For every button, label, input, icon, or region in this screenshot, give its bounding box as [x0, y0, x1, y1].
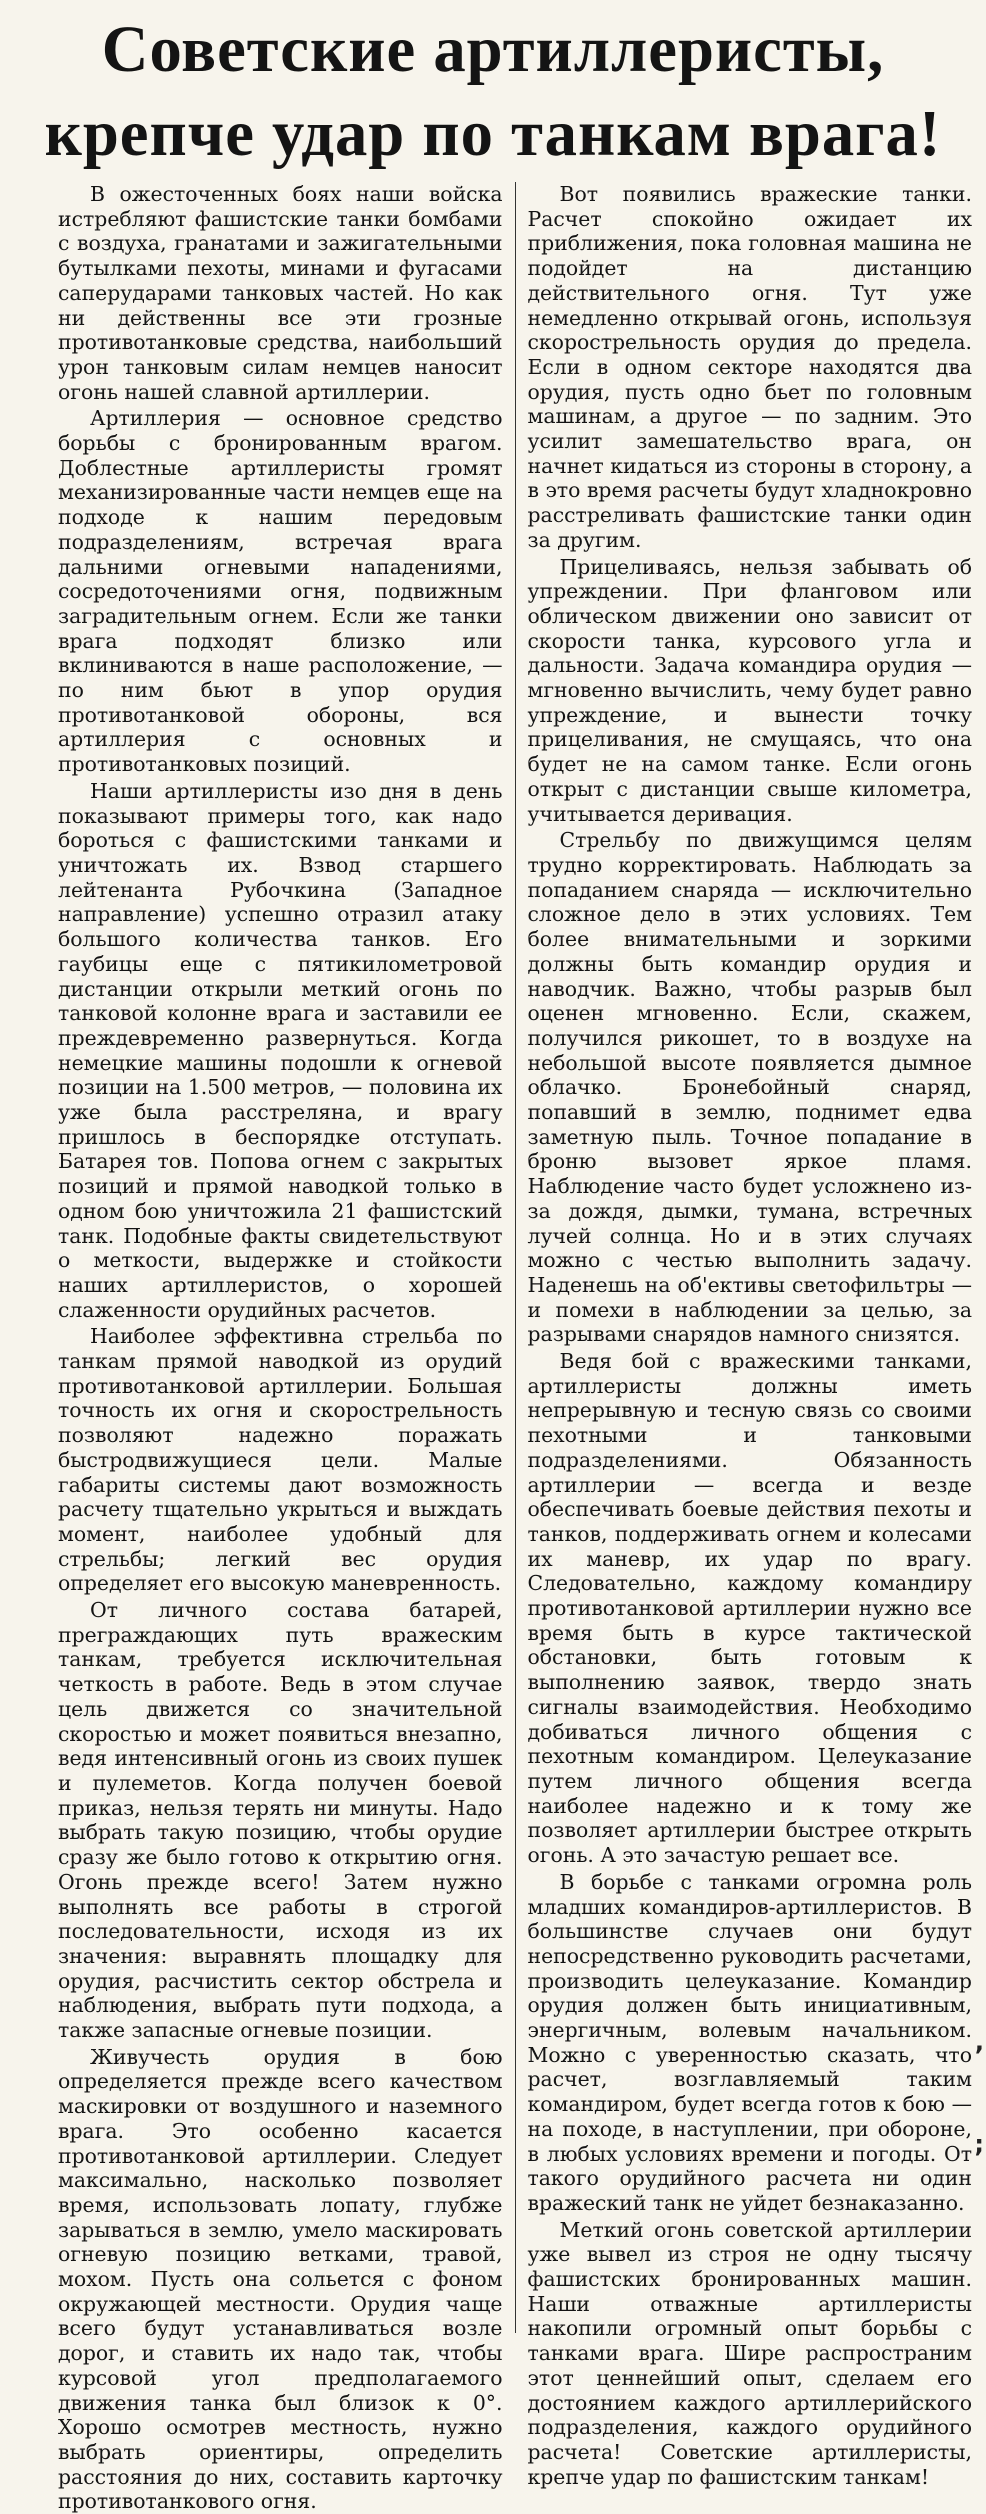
right-column	[515, 182, 973, 2489]
paragraph: Меткий огонь советской артиллерии уже вывел из строя не одну тысячу фашистских бронированных машин. Наши отважные артиллеристы накопили огромный опыт борьбы с танками врага. Шире распространим этот ценнейший опыт, сделаем его достоянием каждого артиллерийского подразделения, каждого орудийного расчета! Советские артиллеристы, крепче удар по фашистским танкам!	[527, 2217, 972, 2489]
margin-mark: ;	[974, 2130, 984, 2158]
paragraph: В борьбе с танками огромна роль младших командиров-артиллеристов. В большинстве случаев они будут непосредственно руководить расчетами, производить целеуказание. Командир орудия должен быть инициативным, энергичным, волевым начальником. Можно с уверенностью сказать, что расчет, возглавляемый таким командиром, будет всегда готов к бою — на походе, в наступлении, при обороне, в любых условиях времени и погоды. От такого орудийного расчета ни один вражеский танк не уйдет безнаказанно.	[527, 1869, 972, 2215]
paragraph: Прицеливаясь, нельзя забывать об упреждении. При фланговом или облическом движении оно зависит от скорости танка, курсового угла и дальности. Задача командира орудия — мгновенно вычислить, чему будет равно упреждение, и вынести точку прицеливания, не смущаясь, что она будет не на самом танке. Если огонь открыт с дистанции свыше километра, учитывается деривация.	[527, 554, 972, 826]
paragraph: Наиболее эффективна стрельба по танкам прямой наводкой из орудий противотанковой артиллерии. Большая точность их огня и скорострельность позволяют надежно поражать быстродвижущиеся цели. Малые габариты системы дают возможность расчету тщательно укрыться и выждать момент, наиболее удобный для стрельбы; легкий вес орудия определяет его высокую маневренность.	[58, 1324, 503, 1596]
article-body	[58, 182, 972, 2514]
paragraph: От личного состава батарей, преграждающих путь вражеским танкам, требуется исключительная четкость в работе. Ведь в этом случае цель движется со значительной скоростью и может появиться внезапно, ведя интенсивный огонь из своих пушек и пулеметов. Когда получен боевой приказ, нельзя терять ни минуты. Надо выбрать такую позицию, чтобы орудие сразу же было готово к открытию огня. Огонь прежде всего! Затем нужно выполнять все работы в строгой последовательности, исходя из их значения: выравнять площадку для орудия, расчистить сектор обстрела и наблюдения, выбрать пути подхода, а также запасные огневые позиции.	[58, 1598, 503, 2043]
paragraph: Артиллерия — основное средство борьбы с бронированным врагом. Доблестные артиллеристы громят механизированные части немцев еще на подходе к нашим передовым подразделениям, встречая врага дальними огневыми нападениями, сосредоточениями огня, подвижным заградительным огнем. Если же танки врага подходят близко или вклиниваются в наше расположение, — по ним бьют в упор орудия противотанковой обороны, вся артиллерия с основных и противотанковых позиций.	[58, 406, 503, 777]
left-column	[58, 182, 515, 2514]
paragraph: Наши артиллеристы изо дня в день показывают примеры того, как надо бороться с фашистскими танками и уничтожать их. Взвод старшего лейтенанта Рубочкина (Западное направление) успешно отразил атаку большого количества танков. Его гаубицы еще с пятикилометровой дистанции открыли меткий огонь по танковой колонне врага и заставили ее преждевременно развернуться. Когда немецкие машины подошли к огневой позиции на 1.500 метров, — половина их уже была расстреляна, и врагу пришлось в беспорядке отступать. Батарея тов. Попова огнем с закрытых позиций и прямой наводкой только в одном бою уничтожила 21 фашистский танк. Подобные факты свидетельствуют о меткости, выдержке и стойкости наших артиллеристов, о хорошей слаженности орудийных расчетов.	[58, 778, 503, 1322]
headline-line-2: крепче удар по танкам врага!	[44, 97, 942, 170]
paragraph: Стрельбу по движущимся целям трудно корректировать. Наблюдать за попаданием снаряда — исключительно сложное дело в этих условиях. Тем более внимательными и зоркими должны быть командир орудия и наводчик. Важно, чтобы разрыв был оценен мгновенно. Если, скажем, получился рикошет, то в воздухе на небольшой высоте появляется дымное облачко. Бронебойный снаряд, попавший в землю, поднимет едва заметную пыль. Точное попадание в броню вызовет яркое пламя. Наблюдение часто будет усложнено из-за дождя, дымки, тумана, встречных лучей солнца. Но и в этих случаях можно с честью выполнить задачу. Наденешь на об'ективы светофильтры — и помехи в наблюдении за целью, за разрывами снарядов намного снизятся.	[527, 828, 972, 1347]
paragraph: Ведя бой с вражескими танками, артиллеристы должны иметь непрерывную и тесную связь со своими пехотными и танковыми подразделениями. Обязанность артиллерии — всегда и везде обеспечивать боевые действия пехоты и танков, поддерживать огнем и колесами их маневр, их удар по врагу. Следовательно, каждому командиру противотанковой артиллерии нужно все время быть в курсе тактической обстановки, быть готовым к выполнению заявок, твердо знать сигналы взаимодействия. Необходимо добиваться личного общения с пехотным командиром. Целеуказание путем личного общения всегда наиболее надежно и к тому же позволяет артиллерии быстрее открыть огонь. А это зачастую решает все.	[527, 1349, 972, 1868]
headline-line-1: Советские артиллеристы,	[101, 13, 885, 86]
headline	[10, 0, 976, 176]
paragraph: Живучесть орудия в бою определяется прежде всего качеством маскировки от воздушного и наземного врага. Это особенно касается противотанковой артиллерии. Следует максимально, насколько позволяет время, использовать лопату, глубже зарываться в землю, умело маскировать огневую позицию ветками, травой, мохом. Пусть она сольется с фоном окружающей местности. Орудия чаще всего будут устанавливаться возле дорог, и ставить их надо так, чтобы курсовой угол предполагаемого движения танка был близок к 0°. Хорошо осмотрев местность, нужно выбрать ориентиры, определить расстояния до них, составить карточку противотанкового огня.	[58, 2044, 503, 2514]
paragraph: В ожесточенных боях наши войска истребляют фашистские танки бомбами с воздуха, гранатами и зажигательными бутылками пехоты, минами и фугасами саперударами танковых частей. Но как ни действенны все эти грозные противотанковые средства, наибольший урон танковым силам немцев наносит огонь нашей славной артиллерии.	[58, 182, 503, 404]
paragraph: Вот появились вражеские танки. Расчет спокойно ожидает их приближения, пока головная машина не подойдет на дистанцию действительного огня. Тут уже немедленно открывай огонь, используя скорострельность орудия до предела. Если в одном секторе находятся два орудия, пусть одно бьет по головным машинам, а другое — по задним. Это усилит замешательство врага, он начнет кидаться из стороны в сторону, а в это время расчеты будут хладнокровно расстреливать фашистские танки один за другим.	[527, 182, 972, 552]
margin-mark: ,	[974, 2028, 984, 2056]
